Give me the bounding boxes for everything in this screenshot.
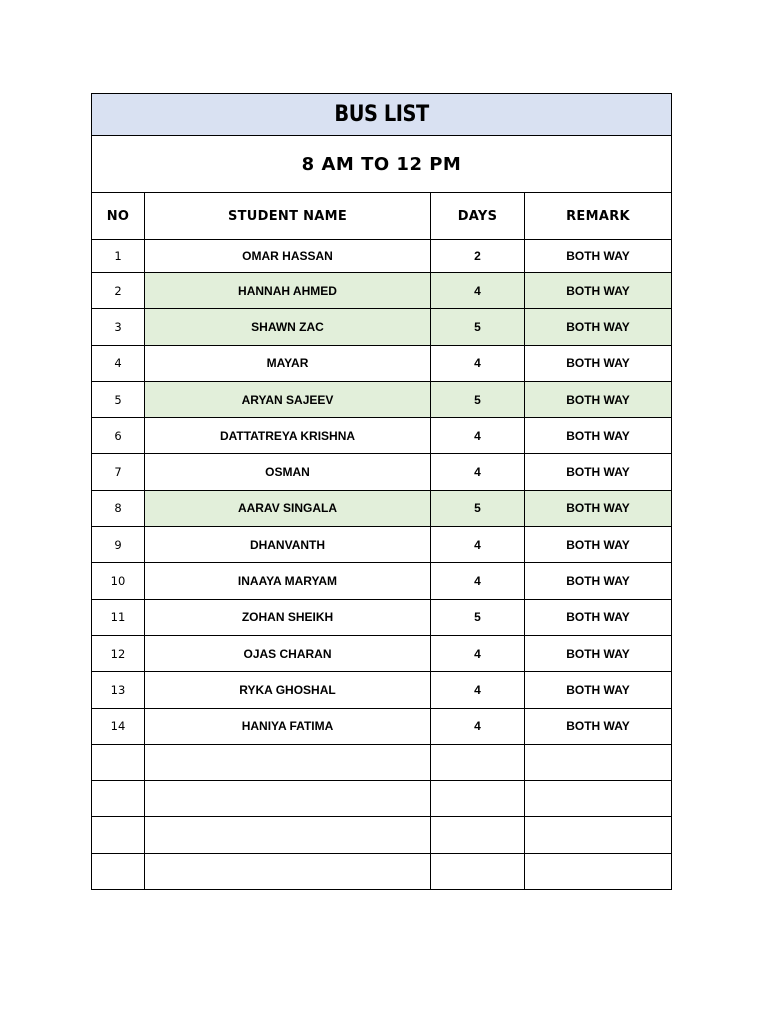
cell-days[interactable]: 5: [431, 599, 525, 635]
cell-student-name[interactable]: HANIYA FATIMA: [145, 708, 431, 744]
table-row: [92, 345, 672, 381]
cell-days[interactable]: 4: [431, 635, 525, 671]
table-row: [92, 527, 672, 563]
cell-days[interactable]: 4: [431, 345, 525, 381]
cell-days[interactable]: 5: [431, 381, 525, 417]
column-header-days[interactable]: DAYS: [431, 193, 525, 240]
cell-remark[interactable]: BOTH WAY: [525, 708, 672, 744]
cell-student-name[interactable]: OMAR HASSAN: [145, 240, 431, 273]
cell-remark[interactable]: BOTH WAY: [525, 599, 672, 635]
cell-no[interactable]: 11: [92, 599, 145, 635]
cell-no[interactable]: 6: [92, 418, 145, 454]
column-header-remark[interactable]: REMARK: [525, 193, 672, 240]
bus-list-table: [91, 93, 672, 890]
cell-remark[interactable]: BOTH WAY: [525, 309, 672, 345]
cell-student-name[interactable]: INAAYA MARYAM: [145, 563, 431, 599]
table-row: [92, 240, 672, 273]
cell-no[interactable]: 9: [92, 527, 145, 563]
cell-remark[interactable]: [525, 853, 672, 889]
cell-student-name[interactable]: RYKA GHOSHAL: [145, 672, 431, 708]
cell-remark[interactable]: [525, 817, 672, 853]
table-row: [92, 635, 672, 671]
cell-days[interactable]: 5: [431, 309, 525, 345]
cell-days[interactable]: [431, 817, 525, 853]
cell-no[interactable]: 7: [92, 454, 145, 490]
cell-no[interactable]: [92, 817, 145, 853]
cell-no[interactable]: [92, 744, 145, 780]
cell-no[interactable]: 13: [92, 672, 145, 708]
cell-days[interactable]: 2: [431, 240, 525, 273]
cell-student-name[interactable]: MAYAR: [145, 345, 431, 381]
cell-student-name[interactable]: [145, 853, 431, 889]
cell-student-name[interactable]: DHANVANTH: [145, 527, 431, 563]
cell-no[interactable]: 3: [92, 309, 145, 345]
table-subtitle[interactable]: 8 AM TO 12 PM: [92, 136, 672, 193]
cell-days[interactable]: 4: [431, 527, 525, 563]
cell-remark[interactable]: BOTH WAY: [525, 418, 672, 454]
cell-remark[interactable]: BOTH WAY: [525, 273, 672, 309]
cell-student-name[interactable]: [145, 817, 431, 853]
table-row: [92, 309, 672, 345]
cell-student-name[interactable]: OSMAN: [145, 454, 431, 490]
cell-remark[interactable]: BOTH WAY: [525, 672, 672, 708]
header-row: [92, 193, 672, 240]
cell-no[interactable]: 8: [92, 490, 145, 526]
cell-no[interactable]: [92, 781, 145, 817]
cell-student-name[interactable]: ZOHAN SHEIKH: [145, 599, 431, 635]
cell-no[interactable]: 10: [92, 563, 145, 599]
cell-remark[interactable]: BOTH WAY: [525, 345, 672, 381]
cell-remark[interactable]: BOTH WAY: [525, 527, 672, 563]
title-row: [92, 94, 672, 136]
cell-days[interactable]: 4: [431, 672, 525, 708]
cell-remark[interactable]: BOTH WAY: [525, 490, 672, 526]
cell-student-name[interactable]: [145, 744, 431, 780]
cell-student-name[interactable]: HANNAH AHMED: [145, 273, 431, 309]
cell-no[interactable]: 1: [92, 240, 145, 273]
cell-remark[interactable]: BOTH WAY: [525, 381, 672, 417]
cell-no[interactable]: 2: [92, 273, 145, 309]
cell-days[interactable]: 4: [431, 563, 525, 599]
cell-no[interactable]: 14: [92, 708, 145, 744]
cell-remark[interactable]: BOTH WAY: [525, 240, 672, 273]
cell-remark[interactable]: BOTH WAY: [525, 635, 672, 671]
cell-remark[interactable]: [525, 781, 672, 817]
cell-student-name[interactable]: ARYAN SAJEEV: [145, 381, 431, 417]
cell-student-name[interactable]: SHAWN ZAC: [145, 309, 431, 345]
table-row: [92, 817, 672, 853]
cell-no[interactable]: 12: [92, 635, 145, 671]
table-row: [92, 273, 672, 309]
cell-remark[interactable]: BOTH WAY: [525, 454, 672, 490]
table-row: [92, 490, 672, 526]
column-header-no[interactable]: NO: [92, 193, 145, 240]
cell-days[interactable]: [431, 744, 525, 780]
cell-days[interactable]: [431, 781, 525, 817]
cell-student-name[interactable]: [145, 781, 431, 817]
table-row: [92, 418, 672, 454]
table-row: [92, 563, 672, 599]
column-header-student-name[interactable]: STUDENT NAME: [145, 193, 431, 240]
cell-student-name[interactable]: OJAS CHARAN: [145, 635, 431, 671]
cell-no[interactable]: [92, 853, 145, 889]
table-row: [92, 454, 672, 490]
table-row: [92, 599, 672, 635]
table-row: [92, 781, 672, 817]
cell-days[interactable]: 4: [431, 708, 525, 744]
table-row: [92, 672, 672, 708]
cell-student-name[interactable]: AARAV SINGALA: [145, 490, 431, 526]
cell-student-name[interactable]: DATTATREYA KRISHNA: [145, 418, 431, 454]
cell-no[interactable]: 5: [92, 381, 145, 417]
table-title[interactable]: [92, 94, 672, 136]
cell-remark[interactable]: BOTH WAY: [525, 563, 672, 599]
table-row: [92, 708, 672, 744]
cell-days[interactable]: 4: [431, 273, 525, 309]
cell-days[interactable]: 5: [431, 490, 525, 526]
cell-days[interactable]: [431, 853, 525, 889]
cell-remark[interactable]: [525, 744, 672, 780]
table-row: [92, 381, 672, 417]
subtitle-row: [92, 136, 672, 193]
cell-no[interactable]: 4: [92, 345, 145, 381]
cell-days[interactable]: 4: [431, 418, 525, 454]
table-row: [92, 853, 672, 889]
bus-list-sheet: [91, 93, 671, 890]
cell-days[interactable]: 4: [431, 454, 525, 490]
table-title-text: BUS LIST: [334, 102, 429, 127]
table-row: [92, 744, 672, 780]
